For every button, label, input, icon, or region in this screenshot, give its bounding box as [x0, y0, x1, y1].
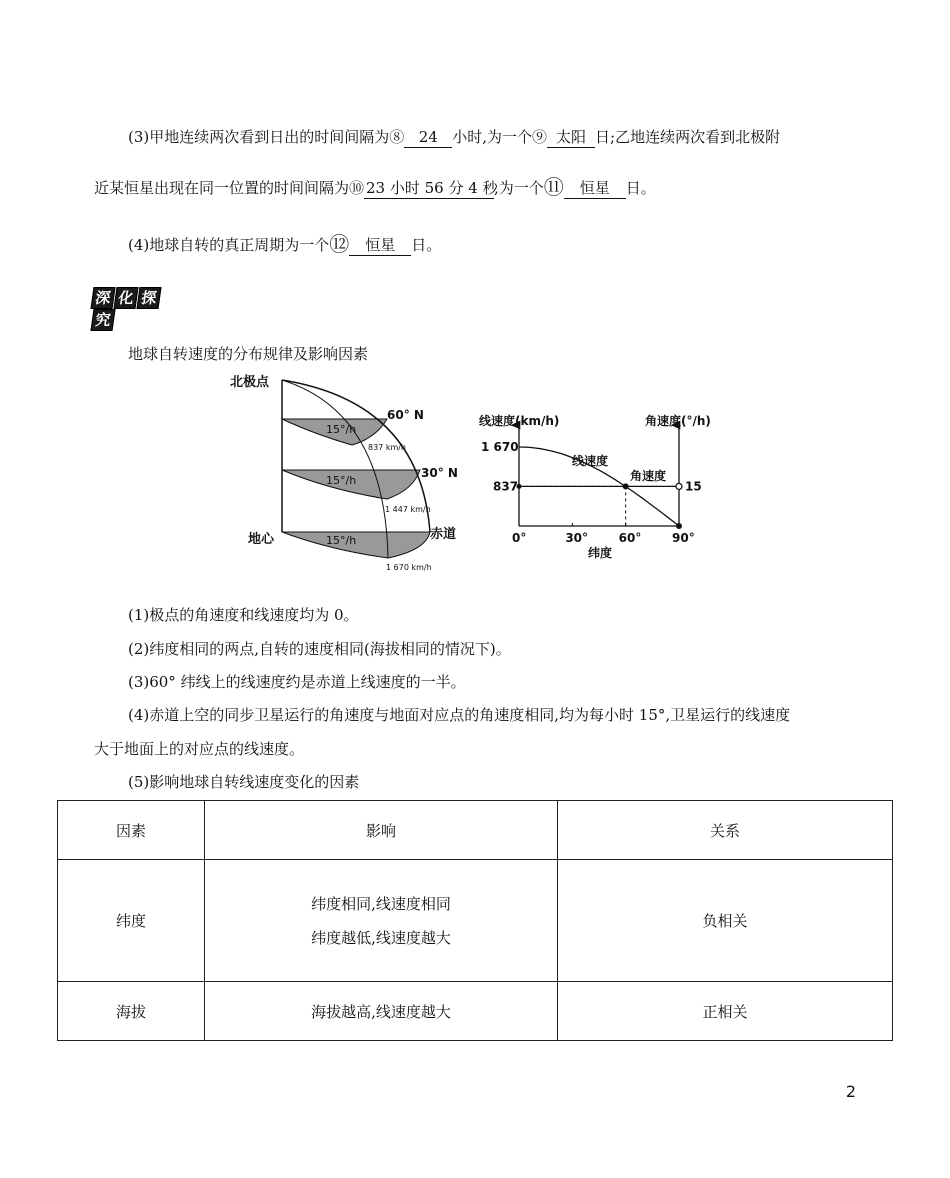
table-row	[58, 982, 893, 1041]
marker-11: ⑪	[543, 175, 564, 199]
data-point-90	[676, 523, 682, 529]
label-speed-30: 1 447 km/h	[385, 505, 431, 514]
ylabel-right: 角速度(°/h)	[645, 414, 711, 428]
text: (4)地球自转的真正周期为一个	[128, 236, 330, 254]
speed-latitude-chart	[475, 405, 730, 565]
badge-char: 化	[113, 287, 138, 309]
xlabel: 纬度	[588, 546, 613, 560]
cell-relation: 正相关	[558, 982, 893, 1041]
text: 近某恒星出现在同一位置的时间间隔为⑩	[94, 179, 365, 197]
label-speed-0: 1 670 km/h	[386, 563, 432, 572]
text: 日。	[411, 236, 442, 254]
factor-table	[57, 800, 893, 1041]
header-relation: 关系	[558, 801, 893, 860]
badge-char: 深	[90, 287, 115, 309]
text: 小时,为一个⑨	[452, 128, 548, 146]
effect-line: 纬度相同,线速度相同	[311, 894, 451, 913]
cell-relation: 负相关	[558, 860, 893, 982]
y-tick-label: 837	[493, 479, 519, 494]
y-tick-label: 1 670	[481, 440, 519, 454]
x-tick-label: 0°	[512, 531, 527, 545]
point-3: (3)60° 纬线上的线速度约是赤道上线速度的一半。	[128, 673, 466, 691]
label-angular-60: 15°/h	[326, 423, 357, 436]
data-point-15	[676, 483, 682, 489]
point-2: (2)纬度相同的两点,自转的速度相同(海拔相同的情况下)。	[128, 640, 511, 658]
section-badge	[92, 287, 180, 329]
paragraph-3-line1	[128, 127, 780, 148]
label-north-pole: 北极点	[230, 375, 270, 390]
marker-12: ⑫	[329, 232, 350, 256]
x-tick-label: 30°	[565, 531, 589, 545]
y-tick-label-right: 15	[685, 479, 702, 494]
page-number: 2	[845, 1082, 856, 1101]
ylabel-left: 线速度(km/h)	[479, 414, 560, 428]
label-linear-speed: 线速度	[572, 454, 609, 468]
section-title: 地球自转速度的分布规律及影响因素	[128, 346, 369, 363]
meridian-arc	[282, 380, 388, 558]
badge-char: 究	[90, 309, 115, 331]
label-equator: 赤道	[430, 527, 457, 542]
point-5: (5)影响地球自转线速度变化的因素	[128, 773, 360, 791]
text: 日。	[625, 179, 656, 197]
label-speed-60: 837 km/h	[368, 443, 407, 452]
x-tick-label: 60°	[618, 531, 642, 545]
header-factor: 因素	[58, 801, 205, 860]
cell-factor: 纬度	[58, 860, 205, 982]
label-center: 地心	[248, 532, 275, 547]
answer-blank-9: 太阳	[547, 127, 595, 148]
answer-blank-12: 恒星	[349, 235, 411, 256]
header-effect: 影响	[205, 801, 558, 860]
cell-effect	[205, 860, 558, 982]
answer-blank-11: 恒星	[564, 178, 626, 199]
point-4-line2: 大于地面上的对应点的线速度。	[94, 740, 305, 758]
rotation-quadrant-diagram	[230, 372, 470, 577]
label-lat60: 60° N	[387, 408, 424, 422]
table-header-row	[58, 801, 893, 860]
answer-blank-8: 24	[404, 127, 452, 148]
paragraph-4	[128, 232, 442, 256]
point-4-line1: (4)赤道上空的同步卫星运行的角速度与地面对应点的角速度相同,均为每小时 15°,卫星运行的线速度	[128, 706, 791, 724]
text: (3)甲地连续两次看到日出的时间间隔为⑧	[128, 128, 405, 146]
paragraph-3-line2	[94, 175, 656, 199]
text: ,为一个	[494, 179, 544, 197]
effect-line: 纬度越低,线速度越大	[311, 928, 451, 947]
table-row	[58, 860, 893, 982]
cell-factor: 海拔	[58, 982, 205, 1041]
answer-blank-10: 23 小时 56 分 4 秒	[366, 179, 498, 197]
badge-char: 探	[136, 287, 161, 309]
x-tick-label: 90°	[672, 531, 695, 545]
label-angular-30: 15°/h	[326, 474, 357, 487]
label-angular-speed: 角速度	[630, 469, 667, 483]
text: 日;乙地连续两次看到北极附	[595, 128, 781, 146]
point-1: (1)极点的角速度和线速度均为 0。	[128, 606, 359, 624]
data-point-60	[623, 483, 629, 489]
label-angular-0: 15°/h	[326, 534, 357, 547]
label-lat30: 30° N	[421, 466, 458, 480]
cell-effect: 海拔越高,线速度越大	[205, 982, 558, 1041]
